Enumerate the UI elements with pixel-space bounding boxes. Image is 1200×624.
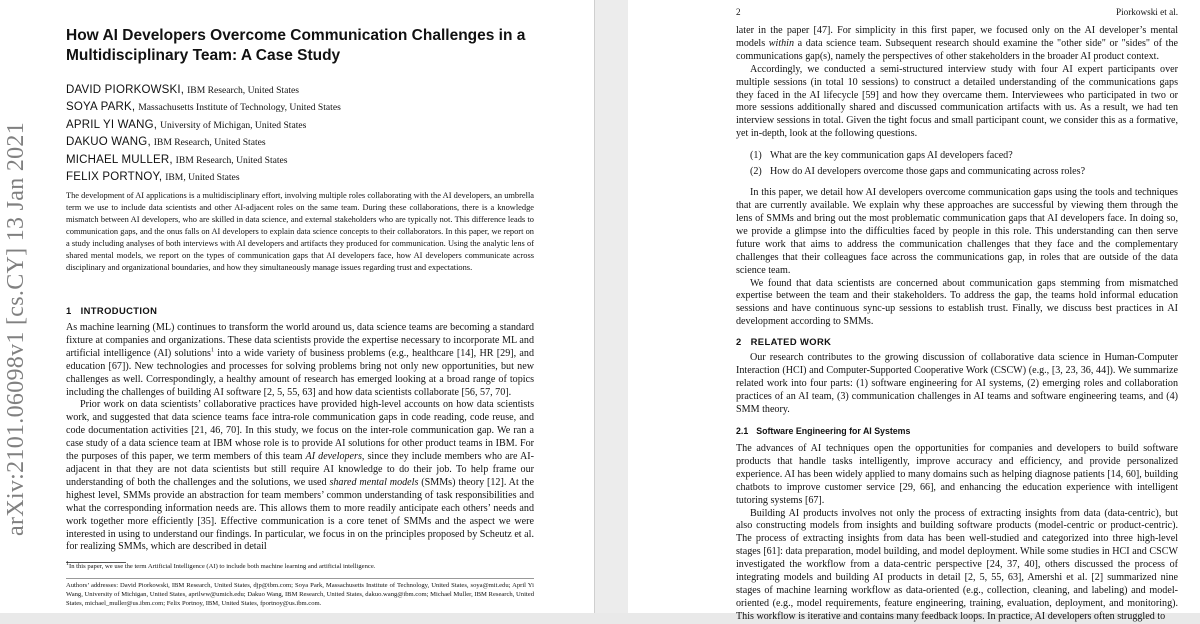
- footnote-mark: 1: [66, 560, 69, 567]
- emphasis: AI developers: [305, 451, 362, 463]
- author-name: APRIL YI WANG,: [66, 118, 158, 131]
- question-text: What are the key communication gaps AI developers faced?: [770, 150, 1013, 162]
- footnote: [66, 560, 534, 571]
- footnote-text: In this paper, we use the term Artificial Intelligence (AI) to include both machine learning and artificial intelligence.: [69, 563, 376, 570]
- research-question: [750, 164, 1178, 180]
- text-run: , since they include members who are AI-adjacent in that they are not data scientists but still require AI knowledge to do their job. To help frame our understanding of both the challenges and the solutions, we used: [66, 451, 534, 488]
- text-run: Prior work on data scientists’ collaborative practices have provided high-level accounts on how data scientists work, and suggested that data science teams face intra-role communication gaps in code reading, code reuse, and code documentation activities [21, 46, 70]. In this study, we focus on the inter-role communication gap. We ran a case study of a data science team at IBM whose role is to provide AI solutions for other product teams in IBM. For the purposes of this paper, we term members of this team: [66, 399, 534, 463]
- question-text: How do AI developers overcome those gaps and communicating across roles?: [770, 166, 1086, 178]
- author-affiliation: IBM, United States: [165, 172, 240, 184]
- running-author: Piorkowski et al.: [1115, 7, 1178, 17]
- paragraph: [736, 25, 1178, 64]
- section-number: 1: [66, 305, 72, 316]
- arxiv-stamp: arXiv:2101.06098v1 [cs.CY] 13 Jan 2021: [3, 121, 29, 536]
- question-number: (2): [750, 166, 762, 178]
- author-affiliation: IBM Research, United States: [175, 154, 288, 166]
- author-addresses: Authors’ addresses: David Piorkowski, IBM Research, United States, djp@ibm.com; Soya Park, Massachusetts Institute of Technology, United States, soya@mit.edu; April Yi Wang, University of Michigan, United States, aprilww@umich.edu; Dakuo Wang, IBM Research, United States, dakuo.wang@ibm.com; Michael Muller, IBM Research, United States, michael_muller@us.ibm.com; Felix Portnoy, IBM, United States, fportnoy@us.ibm.com.: [66, 578, 534, 609]
- author-name: SOYA PARK,: [66, 101, 136, 114]
- paper-page-1: [0, 0, 595, 613]
- research-questions: [750, 148, 1178, 180]
- emphasis: within: [768, 37, 795, 49]
- subsection-title: Software Engineering for AI Systems: [756, 426, 911, 436]
- author-entry: [66, 152, 566, 169]
- footnote-ref: 1: [210, 347, 214, 354]
- section-title: RELATED WORK: [750, 336, 832, 347]
- author-name: DAVID PIORKOWSKI,: [66, 84, 185, 96]
- author-name: FELIX PORTNOY,: [66, 171, 163, 184]
- page-number: 2: [736, 7, 741, 17]
- paper-page-2: [628, 0, 1200, 622]
- text-run: As machine learning (ML) continues to transform the world around us, data science teams are becoming a standard fixture at companies and organizations. These data scientists provide the expertise necessary to incorporate ML and artificial intelligence (AI) solutions: [66, 322, 534, 359]
- paragraph: The advances of AI techniques open the opportunities for companies and developers to build software products that handle tasks intelligently, improve accuracy and efficiency, and provide personalized experience. AI has been widely applied to many domains such as helping diagnose patients [14, 60], building chatbots to improve customer service [29, 66], and enhancing the education experience with intelligent tutoring systems [67].: [736, 443, 1178, 506]
- subsection-body: [736, 443, 1178, 624]
- author-name: DAKUO WANG,: [66, 136, 151, 149]
- author-affiliation: Massachusetts Institute of Technology, United States: [138, 102, 341, 114]
- page2-body-top: [736, 25, 1178, 329]
- paragraph: [66, 322, 534, 399]
- author-list: [66, 82, 566, 186]
- emphasis: shared mental models: [329, 476, 419, 488]
- author-affiliation: IBM Research, United States: [153, 137, 266, 149]
- page-gutter: [595, 0, 628, 613]
- author-entry: [66, 169, 566, 186]
- text-run: a data science team. Subsequent research should examine the "other side" or "sides" of the communications gap(s), namely the perspectives of other stakeholders in the broader AI product context.: [736, 37, 1178, 62]
- author-affiliation: IBM Research, United States: [187, 85, 299, 96]
- research-question: [750, 148, 1178, 164]
- paragraph: In this paper, we detail how AI developers overcome communication gaps using the tools and techniques that are currently available. We explain why these approaches are successful by viewing them through the lens of SMMs and bring out the most problematic communication gaps that AI developers face. In doing so, we provide a glimpse into the difficulties faced by people in this role. This understanding can then serve future work that aims to address the communication challenges that they face and the complementary challenges that their colleagues face across the communications gap, in roles that are outside of the data science team.: [736, 187, 1178, 276]
- related-work-body: [736, 352, 1178, 417]
- section-heading-introduction: [66, 305, 157, 316]
- section-title: INTRODUCTION: [80, 305, 158, 316]
- paragraph: Building AI products involves not only the process of extracting insights from data (data-centric), but also constructing models from insights and building software products (model-centric or product-centric). The process of extracting insights from data has been well-studied and categorized into three high-level stages [61]: data preparation, model building, and model deployment. While some studies in HCI and CSCW investigated the workflow from a data-centric perspective [24, 37, 40], others discussed the process of integrating models and building AI products in detail [2, 5, 55, 63], Amershi et al. [2] summarized nine stages of machine learning workflow as data-oriented (e.g., collection, cleaning, and labeling) and model-oriented (e.g., model requirements, feature engineering, training, evaluation, deployment, and monitoring). This workflow is iterative and contains many feedback loops. In practice, AI developers often struggled to: [736, 507, 1178, 622]
- paragraph: [66, 399, 534, 554]
- author-entry: [66, 99, 566, 116]
- author-entry: [66, 82, 566, 99]
- paragraph: Accordingly, we conducted a semi-structured interview study with four AI expert participants over multiple sessions (in total 10 sessions) to construct a detailed understanding of the communications gaps they faced in the AI lifecycle [59] and how they overcame them. Interviewees who participated in two or more sessions additionally shared and discussed communication artifacts with us. As a result, we had ten interview sessions in total. Given the tight focus and small participant count, we consider this as a formative, yet in-depth, look at the following questions.: [736, 63, 1178, 140]
- author-affiliation: University of Michigan, United States: [160, 119, 307, 131]
- author-entry: [66, 117, 566, 134]
- section-heading-related-work: [736, 336, 831, 347]
- text-run: later in the paper [47]. For simplicity in this first paper, we focused only on the AI developer’s mental models: [736, 25, 1178, 49]
- introduction-body: [66, 322, 534, 554]
- paragraph: Our research contributes to the growing discussion of collaborative data science in Human-Computer Interaction (HCI) and Computer-Supported Cooperative Work (CSCW) (e.g., [3, 23, 36, 44]). We summarize related work into four parts: (1) software engineering for AI systems, (2) emerging roles and collaboration practices of an AI team, (3) communication challenges in AI teams and software engineering teams, and (4) SMM theory.: [736, 352, 1178, 415]
- paper-title: How AI Developers Overcome Communication Challenges in a Multidisciplinary Team: A Case Study: [66, 27, 526, 64]
- subsection-number: 2.1: [736, 426, 749, 436]
- abstract: The development of AI applications is a multidisciplinary effort, involving multiple roles collaborating with the AI developers, an umbrella term we use to include data scientists and other AI-adjacent roles on the same team. During these collaborations, there is a knowledge mismatch between AI developers, who are skilled in data science, and external stakeholders who are typically not. This difference leads to communication gaps, and the onus falls on AI developers to explain data science concepts to their collaborators. In this paper, we report on a study including analyses of both interviews with AI developers and artifacts they produced for communication. Using the analytic lens of shared mental models, we report on the types of communication gaps that AI developers face, how AI developers communicate across disciplinary and organizational boundaries, and how they simultaneously manage issues regarding trust and expectations.: [66, 191, 534, 273]
- author-entry: [66, 134, 566, 151]
- text-run: into a wide variety of business problems (e.g., healthcare [14], HR [29], and education [67]). New technologies and processes for solving problems bring not only new opportunities, but new challenges as well. Correspondingly, a healthy amount of research has emerged looking at a broad range of topics including the challenges of building AI software [2, 5, 55, 63] and how data scientists collaborate [56, 57, 70].: [66, 347, 535, 398]
- section-number: 2: [736, 336, 742, 347]
- text-run: (SMMs) theory [12]. At the highest level, SMMs provide an abstraction for team members’ common understanding of task responsibilities and what the corresponding information needs are. This allows them to more readily anticipate each others’ needs and work together more efficiently [35]. Effective communication is a core tenet of SMMs and the aspect we were interested in using to understand our findings. In particular, we focus in on the principles proposed by Scheutz et al. for realizing SMMs, which are described in detail: [66, 476, 534, 553]
- author-name: MICHAEL MULLER,: [66, 153, 173, 166]
- paragraph: We found that data scientists are concerned about communication gaps stemming from mismatched expertise between the team and their stakeholders. To address the gap, the teams hold informal education sessions and have continuous sync-up sessions to establish trust. Finally, we discuss best practices in AI development according to SMMs.: [736, 277, 1178, 328]
- subsection-heading: [736, 426, 910, 436]
- question-number: (1): [750, 150, 762, 162]
